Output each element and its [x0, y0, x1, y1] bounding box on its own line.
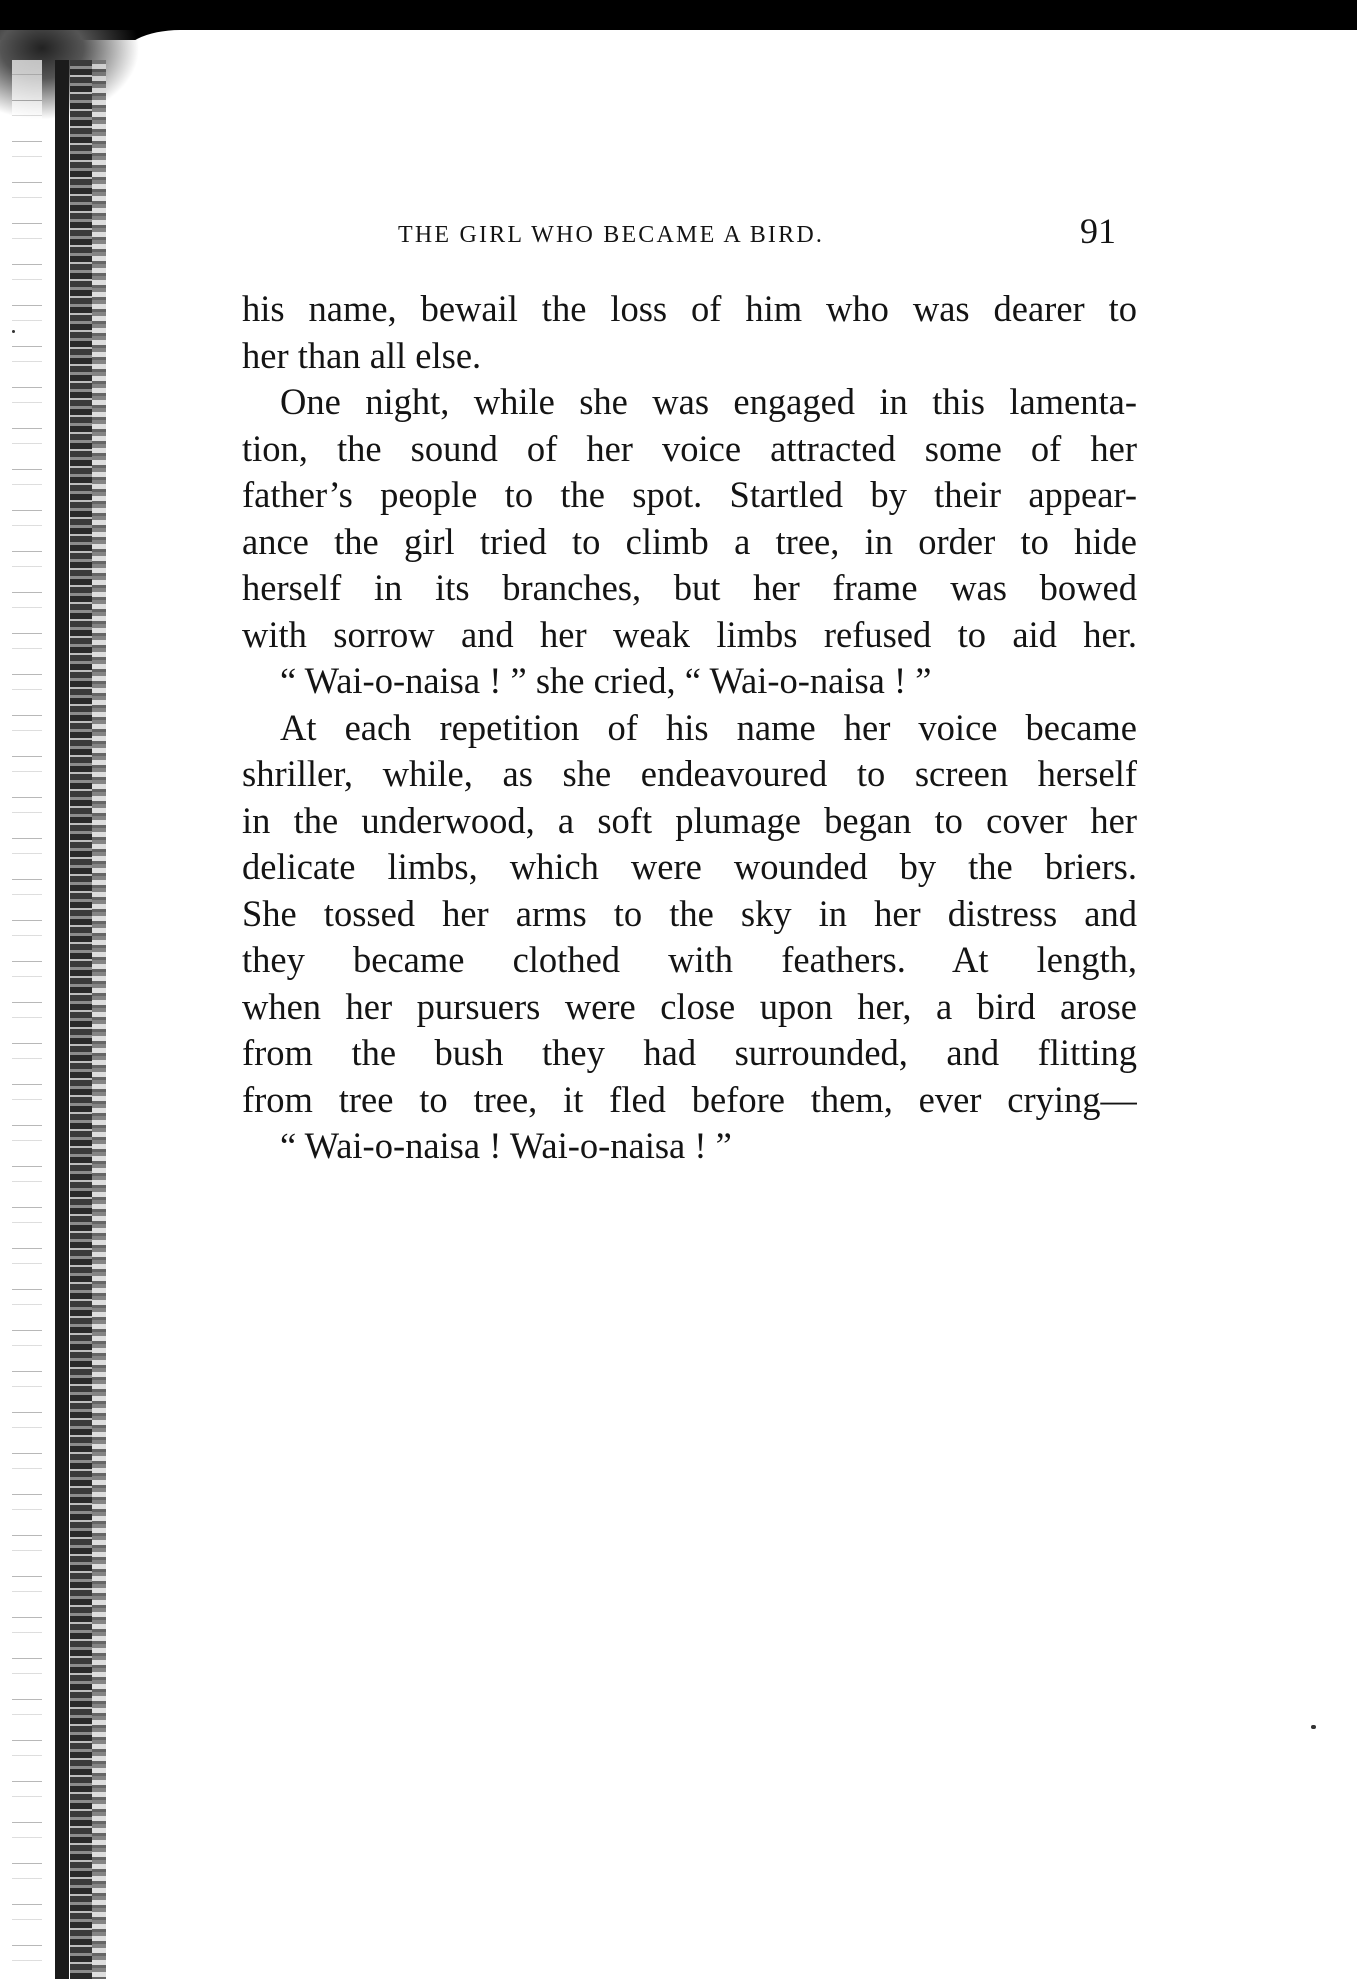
text-line: shriller, while, as she endeavoured to screen herself — [242, 753, 1137, 794]
page-top-edge — [120, 30, 1357, 70]
text-line: ance the girl tried to climb a tree, in order to hide — [242, 520, 1137, 562]
text-line: herself in its branches, but her frame was bowed — [242, 567, 1137, 608]
scan-speck — [1311, 1725, 1316, 1729]
body-text — [242, 286, 1137, 1170]
gutter-texture — [55, 60, 69, 1979]
running-head — [398, 211, 1118, 256]
text-line: tion, the sound of her voice attracted some of her — [242, 427, 1137, 469]
text-line: One night, while she was engaged in this lamenta- — [280, 381, 1137, 422]
binding-gutter — [0, 0, 130, 1979]
page-number: 91 — [1080, 211, 1116, 251]
text-line: in the underwood, a soft plumage began to cover her — [242, 799, 1137, 841]
text-line: She tossed her arms to the sky in her distress and — [242, 892, 1137, 934]
text-line: his name, bewail the loss of him who was dearer to — [242, 288, 1137, 329]
text-line: “ Wai-o-naisa ! ” she cried, “ Wai-o-naisa ! ” — [280, 660, 932, 701]
running-title: THE GIRL WHO BECAME A BIRD. — [398, 222, 825, 248]
text-line: from the bush they had surrounded, and flitting — [242, 1032, 1137, 1073]
text-line: delicate limbs, which were wounded by the briers. — [242, 846, 1137, 887]
text-line: her than all else. — [242, 334, 482, 376]
text-line: they became clothed with feathers. At length, — [242, 939, 1137, 980]
scan-speck — [12, 330, 15, 333]
text-line: from tree to tree, it fled before them, ever crying— — [242, 1078, 1137, 1120]
text-line: “ Wai-o-naisa ! Wai-o-naisa ! ” — [280, 1125, 732, 1166]
gutter-texture — [12, 60, 42, 1979]
text-line: when her pursuers were close upon her, a bird arose — [242, 985, 1137, 1027]
gutter-texture — [92, 60, 106, 1979]
text-line: At each repetition of his name her voice became — [280, 706, 1137, 748]
gutter-texture — [70, 60, 92, 1979]
text-line: with sorrow and her weak limbs refused to aid her. — [242, 613, 1137, 655]
text-line: father’s people to the spot. Startled by their appear- — [242, 474, 1137, 515]
